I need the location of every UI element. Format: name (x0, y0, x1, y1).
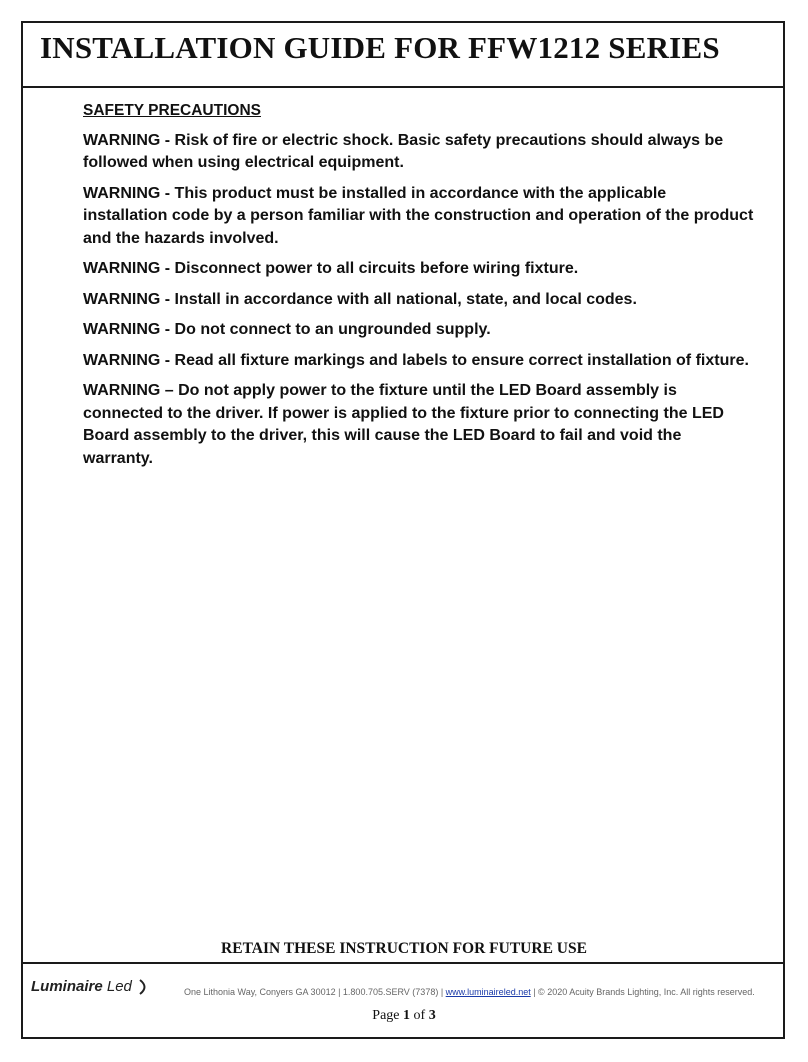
warning-paragraph: WARNING - Risk of fire or electric shock. Basic safety precautions should always be followed when using electrical equipment. (83, 131, 724, 171)
page-number (0, 1008, 808, 1024)
footer-copyright: | © 2020 Acuity Brands Lighting, Inc. All rights reserved. (530, 987, 755, 997)
page-total: 3 (428, 1008, 436, 1023)
brand-logo (31, 978, 150, 995)
logo-suffix-text: Led (106, 978, 132, 995)
page-label: Page (372, 1008, 404, 1023)
footer-divider (23, 962, 783, 964)
footer-address: One Lithonia Way, Conyers GA 30012 | 1.800.705.SERV (7378) | (184, 987, 446, 997)
retain-notice: RETAIN THESE INSTRUCTION FOR FUTURE USE (221, 940, 587, 957)
page-of: of (410, 1008, 429, 1023)
warning-paragraph: WARNING - Install in accordance with all national, state, and local codes. (83, 290, 637, 308)
logo-brand-text: Luminaire (31, 978, 103, 995)
footer-contact (184, 987, 755, 997)
website-link[interactable]: www.luminaireled.net (445, 987, 531, 997)
warning-paragraph: WARNING - This product must be installed in accordance with the applicable installation code by a person familiar with the construction and operation of the product and the hazards involved. (83, 184, 754, 247)
safety-section (83, 100, 755, 478)
warning-paragraph: WARNING - Disconnect power to all circuits before wiring fixture. (83, 260, 579, 277)
warning-paragraph: WARNING - Read all fixture markings and labels to ensure correct installation of fixture. (83, 351, 749, 369)
warning-paragraph: WARNING - Do not connect to an ungrounded supply. (83, 321, 491, 338)
warning-paragraph: WARNING – Do not apply power to the fixture until the LED Board assembly is connected to the driver. If power is applied to the fixture prior to connecting the LED Board assembly to the driver, this will cause the LED Board to fail and void the warranty. (83, 382, 724, 467)
section-heading: SAFETY PRECAUTIONS (83, 102, 261, 119)
page-current: 1 (403, 1008, 411, 1023)
title-divider (23, 86, 783, 88)
logo-swoosh-icon (138, 979, 150, 995)
page-title: INSTALLATION GUIDE FOR FFW1212 SERIES (40, 30, 720, 65)
